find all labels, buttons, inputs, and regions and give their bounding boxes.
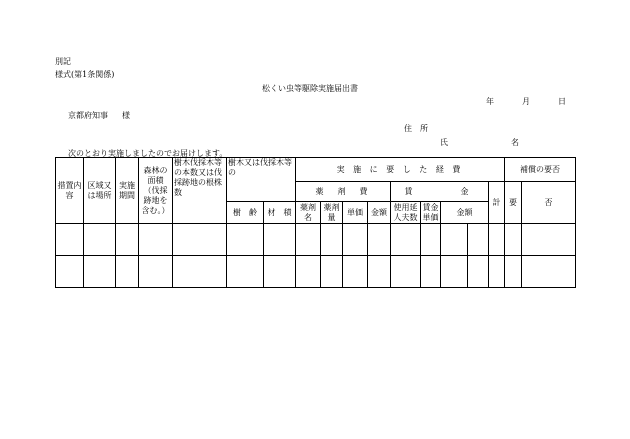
cell-wage-people[interactable]: [391, 256, 421, 288]
cell-comp-not[interactable]: [505, 224, 522, 256]
col-chem-name: 薬剤名: [296, 202, 321, 224]
name-label-first: 氏: [440, 138, 448, 147]
cell-chem-name[interactable]: [296, 224, 321, 256]
col-species: 樹木又は伐採木等の: [227, 158, 296, 202]
cell-wage-amount[interactable]: [441, 224, 468, 256]
cell-total[interactable]: [468, 256, 489, 288]
col-chem-header: 薬 剤 費: [296, 182, 391, 202]
cell-wage-amount[interactable]: [441, 256, 468, 288]
cell-area-place[interactable]: [84, 224, 116, 256]
cell-measure[interactable]: [56, 224, 84, 256]
cell-area-place[interactable]: [84, 256, 116, 288]
cell-chem-qty[interactable]: [321, 256, 343, 288]
cell-species-age[interactable]: [227, 224, 264, 256]
form-number: 様式(第1条関係): [55, 70, 115, 79]
col-tree-count: 樹木伐採木等の本数又は伐採跡地の根株数: [173, 158, 227, 224]
col-chem-qty: 薬剤量: [321, 202, 343, 224]
col-wage-price: 賃金単価: [422, 202, 439, 222]
col-total: 計: [489, 182, 505, 224]
cell-chem-amount[interactable]: [368, 224, 391, 256]
cell-chem-price[interactable]: [343, 256, 368, 288]
cell-period[interactable]: [116, 256, 139, 288]
cell-species-volume[interactable]: [264, 224, 296, 256]
date-year-label: 年: [486, 97, 494, 106]
col-compensation: 補償の要否: [505, 158, 576, 182]
honorific: 様: [122, 111, 130, 120]
cell-period[interactable]: [116, 224, 139, 256]
cell-remarks[interactable]: [522, 256, 576, 288]
cell-chem-name[interactable]: [296, 256, 321, 288]
page-title: 松くい虫等駆除実施届出書: [262, 84, 358, 93]
cell-species-volume[interactable]: [264, 256, 296, 288]
col-wage-amount: 金額: [441, 202, 489, 224]
table-row: [56, 256, 576, 288]
col-comp-required: 要: [505, 182, 522, 224]
cell-comp-not[interactable]: [505, 256, 522, 288]
table-row: [56, 224, 576, 256]
cell-comp-required[interactable]: [489, 256, 505, 288]
col-wage-header: 賃 金: [391, 182, 489, 202]
cell-forest-area[interactable]: [139, 224, 173, 256]
cell-tree-count[interactable]: [173, 256, 227, 288]
cell-chem-qty[interactable]: [321, 224, 343, 256]
cell-measure[interactable]: [56, 256, 84, 288]
cell-wage-price[interactable]: [421, 256, 441, 288]
intro-text: 次のとおり実施しましたのでお届けします。: [68, 149, 228, 158]
col-area-place: 区域又は場所: [84, 158, 116, 224]
cell-tree-count[interactable]: [173, 224, 227, 256]
col-species-age: 樹 齢: [227, 202, 264, 224]
date-month-label: 月: [522, 97, 530, 106]
cell-chem-amount[interactable]: [368, 256, 391, 288]
cell-total[interactable]: [468, 224, 489, 256]
addressee: 京都府知事: [68, 111, 108, 120]
col-species-volume: 材 積: [264, 202, 296, 224]
addressee-line: [68, 111, 130, 121]
cell-chem-price[interactable]: [343, 224, 368, 256]
col-chem-price: 単価: [343, 202, 368, 224]
date-day-label: 日: [558, 97, 566, 106]
report-table: [55, 157, 576, 288]
col-cost-header: 実 施 に 要 し た 経 費: [296, 158, 505, 182]
annex-label: 別記: [55, 57, 71, 66]
col-chem-amount: 金額: [368, 202, 391, 224]
col-period: 実施期間: [116, 158, 139, 224]
name-label-second: 名: [511, 138, 519, 147]
cell-wage-people[interactable]: [391, 224, 421, 256]
date-line: [486, 97, 566, 107]
cell-comp-required[interactable]: [489, 224, 505, 256]
col-measure: 措置内容: [56, 158, 84, 224]
col-forest-area: 森林の面積（伐採跡地を含む。）: [139, 158, 173, 224]
col-wage-people: 使用延人夫数: [391, 202, 421, 224]
address-label: 住 所: [404, 124, 428, 133]
col-comp-not: 否: [522, 182, 576, 224]
cell-forest-area[interactable]: [139, 256, 173, 288]
cell-species-age[interactable]: [227, 256, 264, 288]
cell-wage-price[interactable]: [421, 224, 441, 256]
cell-remarks[interactable]: [522, 224, 576, 256]
